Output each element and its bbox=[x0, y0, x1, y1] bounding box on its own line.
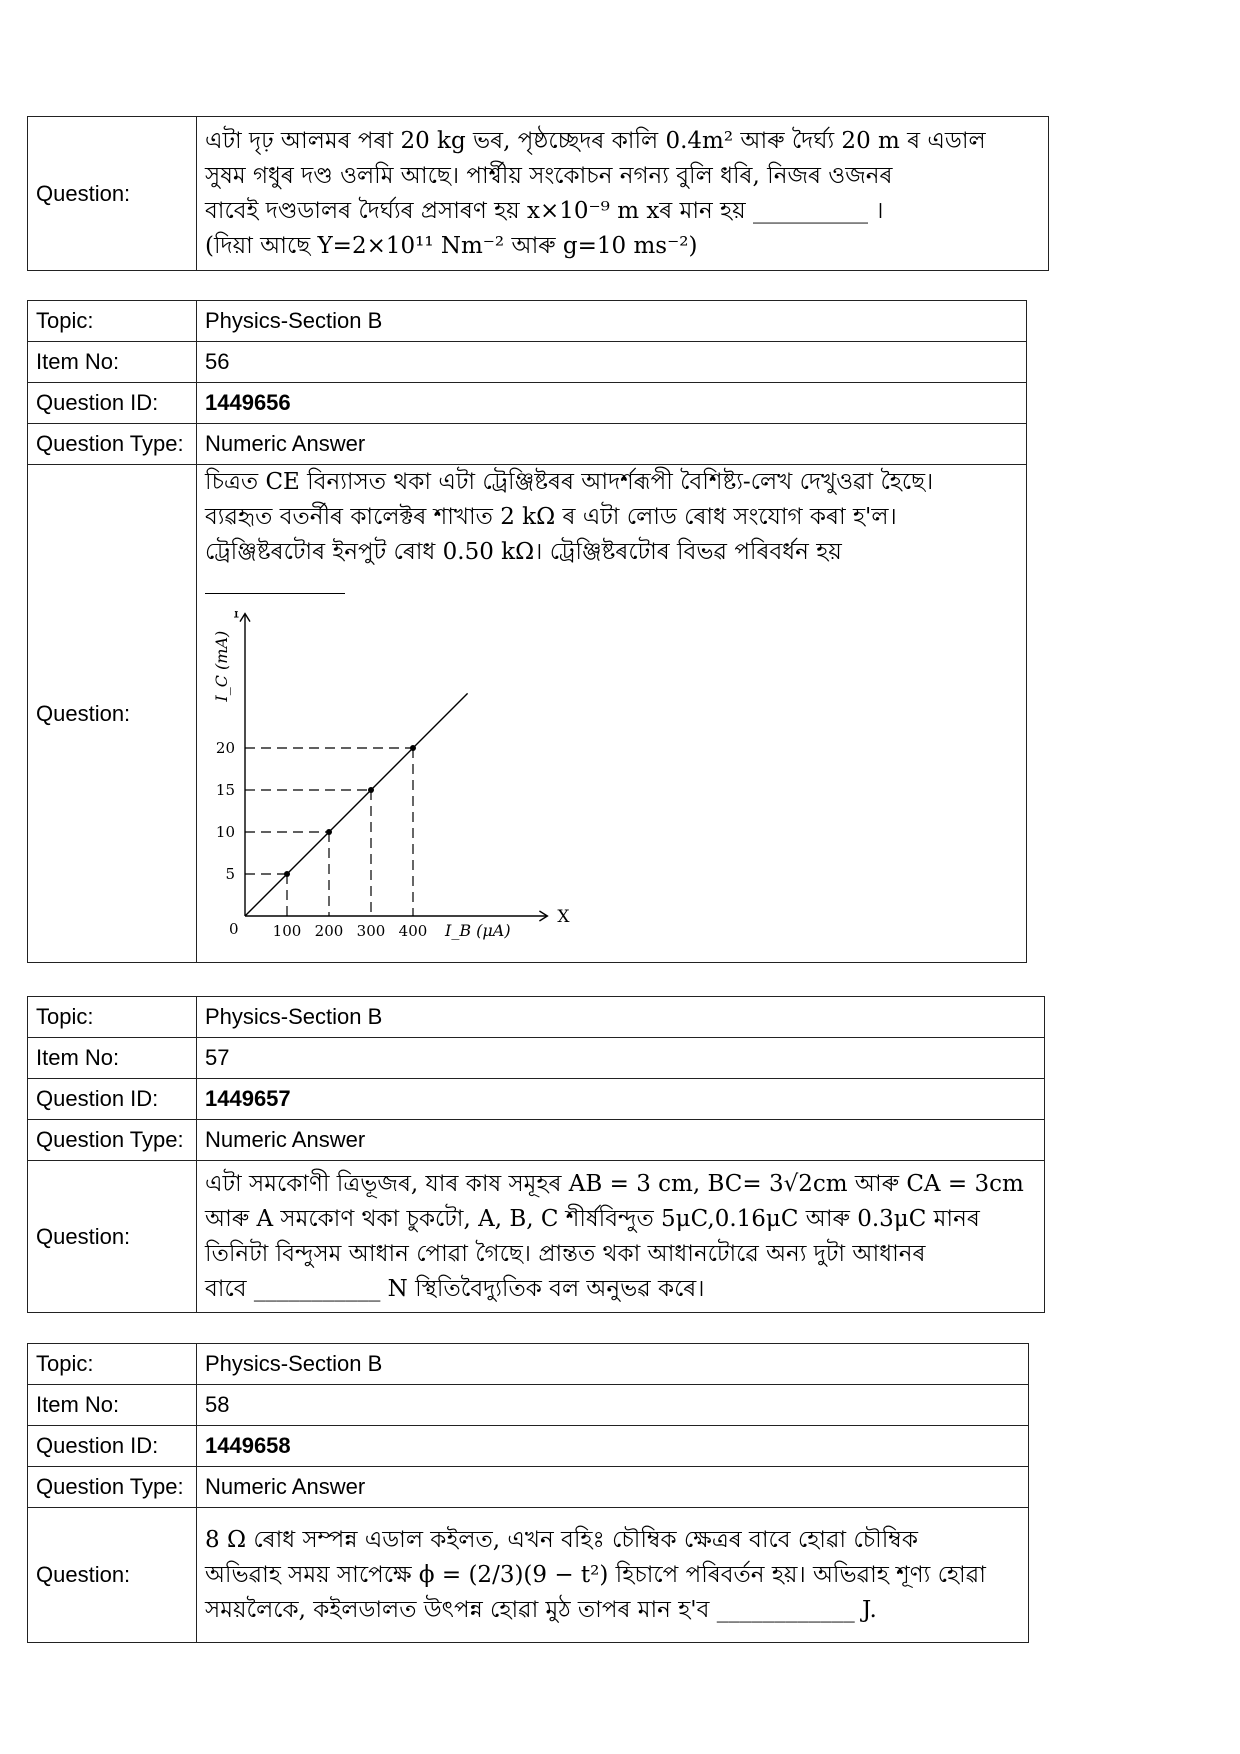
question-line: তিনিটা বিন্দুসম আধান পোৱা গৈছে। প্ৰান্তত থকা আধানটোৱে অন্য দুটা আধানৰ bbox=[205, 1240, 926, 1267]
y-tick-label-0: 5 bbox=[225, 865, 235, 883]
topic-value: Physics-Section B bbox=[197, 301, 1027, 342]
topic-value: Physics-Section B bbox=[197, 1344, 1029, 1385]
question-type-label: Question Type: bbox=[28, 1467, 197, 1508]
question-block-58 bbox=[27, 1343, 1029, 1643]
question-label: Question: bbox=[28, 1508, 197, 1643]
y-tick-label-3: 20 bbox=[215, 739, 235, 757]
question-label: Question: bbox=[28, 1161, 197, 1313]
data-point-3 bbox=[410, 745, 416, 751]
topic-value: Physics-Section B bbox=[197, 997, 1045, 1038]
item-no-value: 56 bbox=[197, 342, 1027, 383]
question-id-label: Question ID: bbox=[28, 1426, 197, 1467]
y-axis-label: I_C (mA) bbox=[212, 630, 231, 702]
x-tick-label-3: 400 bbox=[398, 922, 428, 940]
question-text bbox=[197, 117, 1049, 271]
question-line: বাবে ___________ N স্থিতিবৈদ্যুতিক বল অনুভৱ কৰে। bbox=[205, 1275, 705, 1302]
topic-label: Topic: bbox=[28, 301, 197, 342]
question-line: সময়লৈকে, কইলডালত উৎপন্ন হোৱা মুঠ তাপৰ মান হ'ব ____________ J. bbox=[205, 1596, 877, 1623]
x-tick-label-1: 200 bbox=[314, 922, 344, 940]
y-tick-label-2: 15 bbox=[215, 781, 235, 799]
question-type-value: Numeric Answer bbox=[197, 424, 1027, 465]
characteristic-line bbox=[245, 693, 468, 916]
question-line: বাবেই দণ্ডডালৰ দৈৰ্ঘ্যৰ প্ৰসাৰণ হয় x×10⁻⁹ m xৰ মান হয় __________ । bbox=[205, 197, 884, 224]
question-id-label: Question ID: bbox=[28, 383, 197, 424]
question-type-value: Numeric Answer bbox=[197, 1120, 1045, 1161]
question-line: এটা দৃঢ় আলমৰ পৰা 20 kg ভৰ, পৃষ্ঠচ্ছেদৰ কালি 0.4m² আৰু দৈৰ্ঘ্য 20 m ৰ এডাল bbox=[205, 127, 986, 154]
data-point-0 bbox=[284, 871, 290, 877]
x-axis-label: I_B (μA) bbox=[445, 921, 511, 940]
answer-blank bbox=[205, 570, 1018, 605]
question-id-value: 1449658 bbox=[197, 1426, 1029, 1467]
question-line: ব্যৱহৃত বতৰ্নীৰ কালেক্টৰ শাখাত 2 kΩ ৰ এটা লোড ৰোধ সংযোগ কৰা হ'ল। bbox=[205, 504, 897, 530]
y-axis-name: Y bbox=[231, 611, 242, 622]
item-no-label: Item No: bbox=[28, 342, 197, 383]
question-line: 8 Ω ৰোধ সম্পন্ন এডাল কইলত, এখন বহিঃ চৌম্বিক ক্ষেত্ৰৰ বাবে হোৱা চৌম্বিক bbox=[205, 1526, 918, 1553]
question-type-label: Question Type: bbox=[28, 424, 197, 465]
ic-ib-characteristic-graph bbox=[205, 611, 585, 951]
item-no-value: 57 bbox=[197, 1038, 1045, 1079]
question-line: এটা সমকোণী ত্ৰিভূজৰ, যাৰ কাষ সমূহৰ AB = 3 cm, BC= 3√2cm আৰু CA = 3cm bbox=[205, 1170, 1024, 1197]
question-text bbox=[197, 1161, 1045, 1313]
question-line: ট্ৰেঞ্জিষ্টৰটোৰ ইনপুট ৰোধ 0.50 kΩ। ট্ৰেঞ্জিষ্টৰটোৰ বিভৱ পৰিবৰ্ধন হয় bbox=[205, 539, 842, 565]
question-block-55 bbox=[27, 116, 1049, 271]
item-no-value: 58 bbox=[197, 1385, 1029, 1426]
x-tick-label-2: 300 bbox=[356, 922, 386, 940]
question-text bbox=[197, 1508, 1029, 1643]
data-point-1 bbox=[326, 829, 332, 835]
y-tick-label-1: 10 bbox=[215, 823, 235, 841]
question-line: (দিয়া আছে Y=2×10¹¹ Nm⁻² আৰু g=10 ms⁻²) bbox=[205, 232, 698, 259]
question-line: চিত্ৰত CE বিন্যাসত থকা এটা ট্ৰেঞ্জিষ্টৰৰ আদৰ্শৰূপী বৈশিষ্ট্য-লেখ দেখুওৱা হৈছে। bbox=[205, 469, 934, 495]
question-label: Question: bbox=[28, 465, 197, 963]
question-type-label: Question Type: bbox=[28, 1120, 197, 1161]
question-block-56 bbox=[27, 300, 1027, 963]
x-tick-label-0: 100 bbox=[272, 922, 302, 940]
x-axis-name: X bbox=[557, 907, 570, 927]
question-line: অভিৱাহ সময় সাপেক্ষে ϕ = (2/3)(9 − t²) হিচাপে পৰিবৰ্তন হয়। অভিৱাহ শূণ্য হোৱা bbox=[205, 1561, 986, 1588]
question-id-value: 1449656 bbox=[197, 383, 1027, 424]
question-id-value: 1449657 bbox=[197, 1079, 1045, 1120]
topic-label: Topic: bbox=[28, 1344, 197, 1385]
question-id-label: Question ID: bbox=[28, 1079, 197, 1120]
question-line: সুষম গধুৰ দণ্ড ওলমি আছে। পাৰ্শ্বীয় সংকোচন নগন্য বুলি ধৰি, নিজৰ ওজনৰ bbox=[205, 162, 893, 189]
question-label: Question: bbox=[28, 117, 197, 271]
question-text bbox=[197, 465, 1027, 963]
question-line: আৰু A সমকোণ থকা চুকটো, A, B, C শীৰ্ষবিন্দুত 5μC,0.16μC আৰু 0.3μC মানৰ bbox=[205, 1205, 980, 1232]
topic-label: Topic: bbox=[28, 997, 197, 1038]
question-type-value: Numeric Answer bbox=[197, 1467, 1029, 1508]
data-point-2 bbox=[368, 787, 374, 793]
item-no-label: Item No: bbox=[28, 1385, 197, 1426]
question-block-57 bbox=[27, 996, 1045, 1313]
item-no-label: Item No: bbox=[28, 1038, 197, 1079]
origin-label: 0 bbox=[229, 920, 239, 938]
